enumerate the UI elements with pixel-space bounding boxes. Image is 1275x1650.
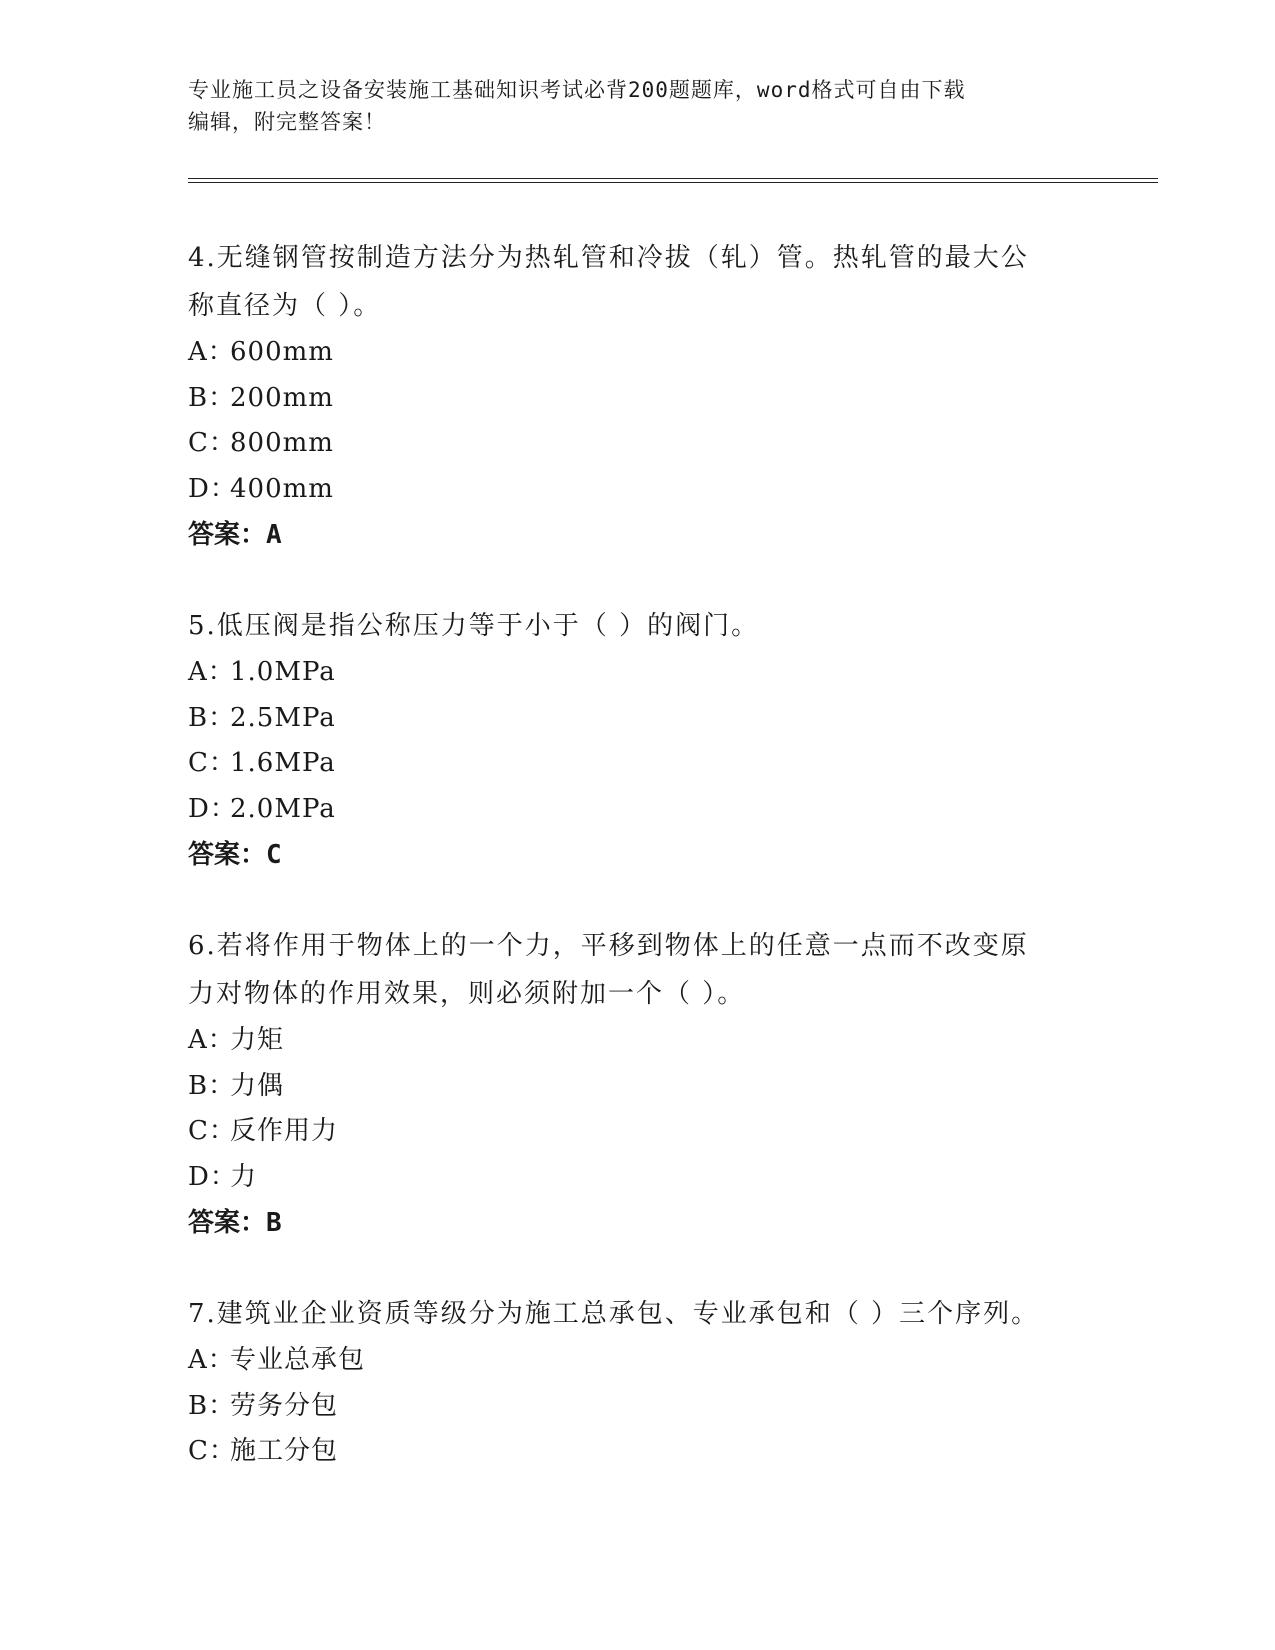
option-label: B：: [188, 702, 236, 733]
option-label: B：: [188, 1070, 236, 1101]
option-text: 施工分包: [230, 1436, 339, 1466]
option-label: C：: [188, 1436, 236, 1466]
question-text-line-1: 6.若将作用于物体上的一个力，平移到物体上的任意一点而不改变原: [188, 931, 1029, 961]
option-b: [188, 376, 1068, 422]
option-label: D：: [188, 1161, 237, 1192]
option-text: 1.0MPa: [230, 657, 336, 687]
option-label: A：: [188, 337, 235, 367]
option-label: A：: [188, 1345, 235, 1375]
option-a: [188, 1018, 1068, 1064]
option-text: 600mm: [230, 337, 334, 367]
option-b: [188, 696, 1068, 742]
option-c: [188, 1429, 1068, 1475]
option-text: 专业总承包: [230, 1345, 366, 1375]
question-6: [188, 922, 1068, 1246]
header-divider-bottom: [188, 182, 1158, 183]
option-label: C：: [188, 428, 236, 458]
option-label: A：: [188, 657, 235, 687]
option-d: [188, 467, 1068, 513]
question-5: [188, 602, 1068, 878]
option-text: 2.5MPa: [230, 702, 336, 733]
option-text: 1.6MPa: [230, 748, 336, 778]
question-text-line-2: 力对物体的作用效果，则必须附加一个（ ）。: [188, 979, 746, 1009]
option-label: B：: [188, 1390, 236, 1421]
question-text-line-1: 7.建筑业企业资质等级分为施工总承包、专业承包和（ ）三个序列。: [188, 1299, 1040, 1329]
option-label: A：: [188, 1025, 235, 1055]
header-line-2: 编辑，附完整答案！: [188, 110, 386, 134]
answer: 答案：A: [188, 520, 282, 550]
option-text: 反作用力: [230, 1116, 339, 1146]
option-label: C：: [188, 748, 236, 778]
header-divider-top: [188, 178, 1158, 179]
question-4: [188, 234, 1068, 558]
option-text: 劳务分包: [230, 1390, 339, 1421]
question-text-line-1: 5.低压阀是指公称压力等于小于（ ）的阀门。: [188, 611, 760, 641]
option-text: 400mm: [230, 473, 334, 504]
option-c: [188, 1109, 1068, 1155]
option-b: [188, 1064, 1068, 1110]
question-7: [188, 1290, 1068, 1475]
answer: 答案：B: [188, 1208, 282, 1238]
option-text: 力偶: [230, 1070, 285, 1101]
option-a: [188, 650, 1068, 696]
option-label: B：: [188, 382, 236, 413]
option-a: [188, 1338, 1068, 1384]
option-label: D：: [188, 793, 237, 824]
option-text: 2.0MPa: [230, 793, 336, 824]
option-label: D：: [188, 473, 237, 504]
document-header: [188, 74, 1088, 138]
option-c: [188, 741, 1068, 787]
question-text-line-1: 4.无缝钢管按制造方法分为热轧管和冷拔（轧）管。热轧管的最大公: [188, 243, 1029, 273]
option-c: [188, 421, 1068, 467]
option-a: [188, 330, 1068, 376]
option-text: 800mm: [230, 428, 334, 458]
option-text: 力: [230, 1161, 258, 1192]
option-d: [188, 787, 1068, 833]
option-text: 200mm: [230, 382, 334, 413]
option-b: [188, 1384, 1068, 1430]
option-d: [188, 1155, 1068, 1201]
option-text: 力矩: [230, 1025, 285, 1055]
question-list: [188, 234, 1068, 1519]
header-line-1: 专业施工员之设备安装施工基础知识考试必背200题题库，word格式可自由下载: [188, 78, 966, 102]
option-label: C：: [188, 1116, 236, 1146]
question-text-line-2: 称直径为（ ）。: [188, 291, 382, 321]
answer: 答案：C: [188, 840, 282, 870]
